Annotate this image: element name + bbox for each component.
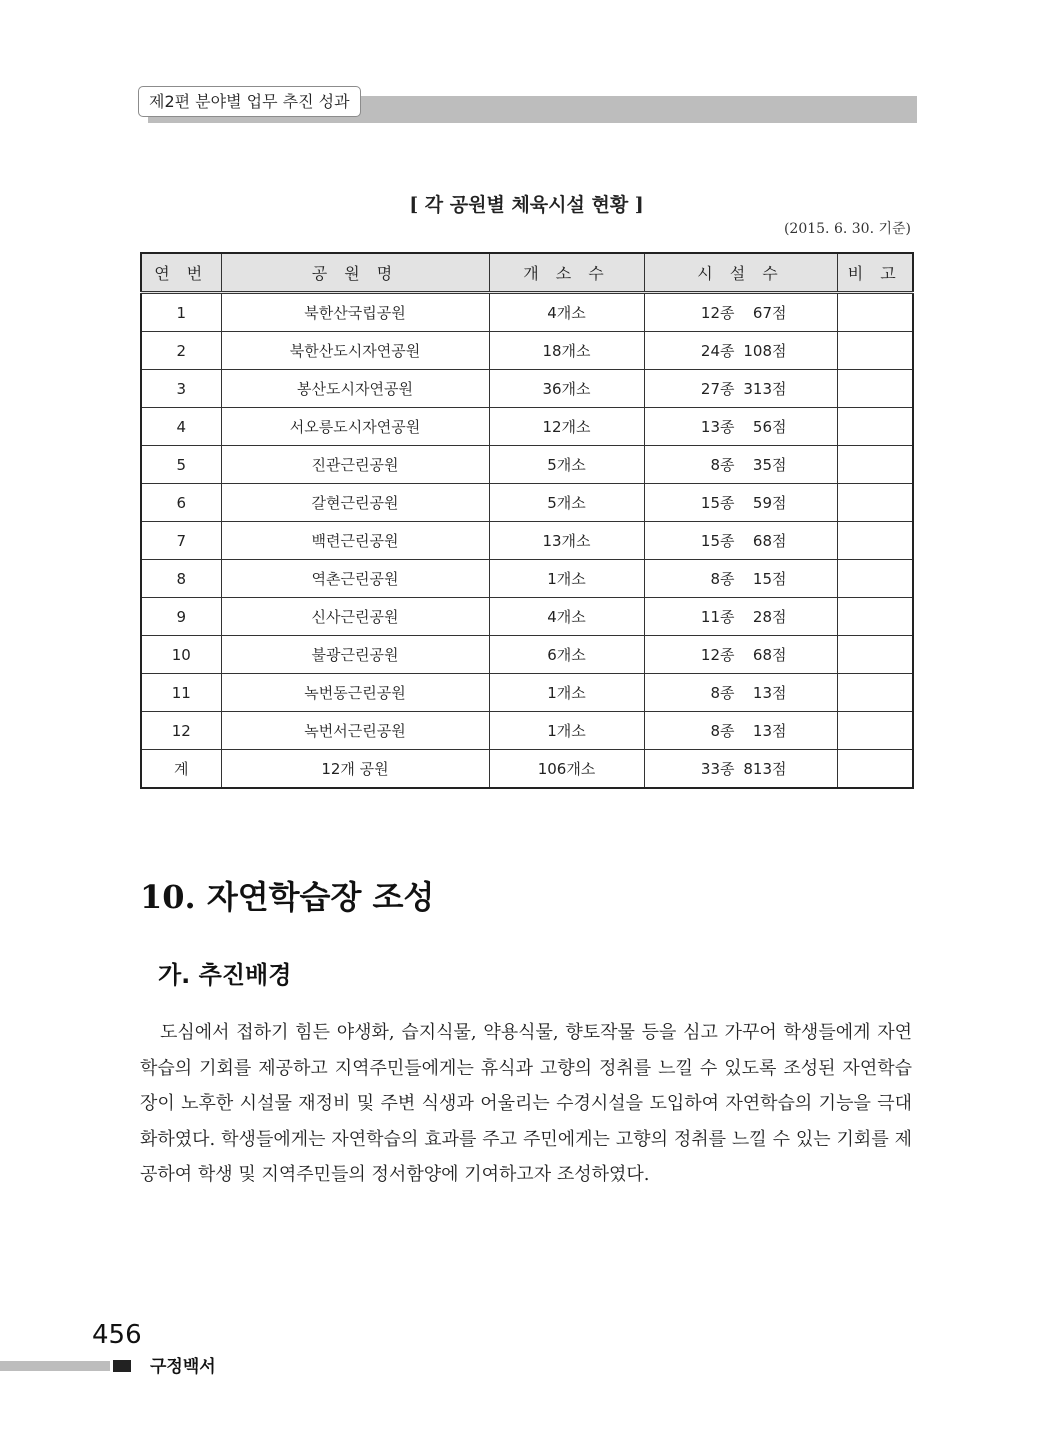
- note-cell: [837, 674, 913, 712]
- table-row: [141, 370, 913, 408]
- column-header: 개 소 수: [489, 253, 644, 293]
- footer-bar: [0, 1361, 110, 1371]
- note-cell: [837, 750, 913, 789]
- row-number-cell: 6: [141, 484, 221, 522]
- row-number-cell: 7: [141, 522, 221, 560]
- table-row: [141, 484, 913, 522]
- facility-kinds: 12종: [700, 646, 735, 664]
- facility-points: 313점: [743, 380, 787, 398]
- facility-kinds: 11종: [700, 608, 735, 626]
- park-name-cell: 역촌근린공원: [221, 560, 489, 598]
- facility-count-cell: [644, 332, 837, 370]
- facility-points: 13점: [752, 722, 787, 740]
- table-row: [141, 332, 913, 370]
- facility-kinds: 12종: [700, 304, 735, 322]
- note-cell: [837, 293, 913, 332]
- site-count-cell: 1개소: [489, 712, 644, 750]
- site-count-cell: 5개소: [489, 446, 644, 484]
- facility-count-cell: [644, 293, 837, 332]
- facility-points: 28점: [752, 608, 787, 626]
- table-row: [141, 446, 913, 484]
- park-name-cell: 서오릉도시자연공원: [221, 408, 489, 446]
- facility-kinds: 33종: [700, 760, 735, 778]
- row-number-cell: 1: [141, 293, 221, 332]
- table-row: [141, 408, 913, 446]
- column-header: 비 고: [837, 253, 913, 293]
- row-number-cell: 3: [141, 370, 221, 408]
- park-facility-table: [140, 252, 914, 789]
- note-cell: [837, 408, 913, 446]
- facility-count-cell: [644, 674, 837, 712]
- row-number-cell: 9: [141, 598, 221, 636]
- table-title: [ 각 공원별 체육시설 현황 ]: [409, 194, 644, 216]
- site-count-cell: 13개소: [489, 522, 644, 560]
- footer-marker: [113, 1360, 131, 1372]
- table-row: [141, 712, 913, 750]
- park-name-cell: 북한산도시자연공원: [221, 332, 489, 370]
- facility-kinds: 15종: [700, 494, 735, 512]
- park-name-cell: 신사근린공원: [221, 598, 489, 636]
- basis-date-note: (2015. 6. 30. 기준): [783, 221, 911, 237]
- facility-count-cell: [644, 598, 837, 636]
- facility-count-cell: [644, 522, 837, 560]
- park-name-cell: 갈현근린공원: [221, 484, 489, 522]
- park-name-cell: 진관근린공원: [221, 446, 489, 484]
- table-row: [141, 636, 913, 674]
- facility-count-cell: [644, 408, 837, 446]
- facility-points: 15점: [752, 570, 787, 588]
- facility-points: 813점: [743, 760, 787, 778]
- page-number: 456: [92, 1320, 142, 1350]
- facility-kinds: 13종: [700, 418, 735, 436]
- note-cell: [837, 446, 913, 484]
- section-label: 제2편 분야별 업무 추진 성과: [138, 86, 361, 117]
- park-name-cell: 불광근린공원: [221, 636, 489, 674]
- table-row: [141, 674, 913, 712]
- table-row: [141, 522, 913, 560]
- facility-points: 56점: [752, 418, 787, 436]
- facility-kinds: 8종: [710, 684, 735, 702]
- facility-points: 13점: [752, 684, 787, 702]
- note-cell: [837, 484, 913, 522]
- row-number-cell: 2: [141, 332, 221, 370]
- facility-kinds: 24종: [700, 342, 735, 360]
- row-number-cell: 8: [141, 560, 221, 598]
- section-title: 10. 자연학습장 조성: [140, 878, 435, 916]
- facility-points: 68점: [752, 532, 787, 550]
- park-name-cell: 녹번서근린공원: [221, 712, 489, 750]
- site-count-cell: 18개소: [489, 332, 644, 370]
- facility-count-cell: [644, 560, 837, 598]
- note-cell: [837, 370, 913, 408]
- facility-points: 67점: [752, 304, 787, 322]
- facility-points: 108점: [743, 342, 787, 360]
- site-count-cell: 1개소: [489, 674, 644, 712]
- site-count-cell: 4개소: [489, 293, 644, 332]
- site-count-cell: 36개소: [489, 370, 644, 408]
- park-name-cell: 백련근린공원: [221, 522, 489, 560]
- row-number-cell: 4: [141, 408, 221, 446]
- site-count-cell: 6개소: [489, 636, 644, 674]
- site-count-cell: 1개소: [489, 560, 644, 598]
- note-cell: [837, 636, 913, 674]
- facility-points: 68점: [752, 646, 787, 664]
- facility-count-cell: [644, 484, 837, 522]
- park-name-cell: 봉산도시자연공원: [221, 370, 489, 408]
- facility-count-cell: [644, 712, 837, 750]
- facility-count-cell: [644, 446, 837, 484]
- site-count-cell: 106개소: [489, 750, 644, 789]
- row-number-cell: 10: [141, 636, 221, 674]
- facility-kinds: 15종: [700, 532, 735, 550]
- facility-points: 59점: [752, 494, 787, 512]
- facility-kinds: 8종: [710, 722, 735, 740]
- row-number-cell: 계: [141, 750, 221, 789]
- note-cell: [837, 332, 913, 370]
- row-number-cell: 12: [141, 712, 221, 750]
- row-number-cell: 11: [141, 674, 221, 712]
- facility-kinds: 8종: [710, 570, 735, 588]
- park-name-cell: 12개 공원: [221, 750, 489, 789]
- table-row: [141, 560, 913, 598]
- facility-count-cell: [644, 636, 837, 674]
- facility-count-cell: [644, 750, 837, 789]
- table-header-row: [141, 253, 913, 293]
- table-row: [141, 598, 913, 636]
- column-header: 시 설 수: [644, 253, 837, 293]
- facility-kinds: 27종: [700, 380, 735, 398]
- site-count-cell: 12개소: [489, 408, 644, 446]
- facility-kinds: 8종: [710, 456, 735, 474]
- note-cell: [837, 560, 913, 598]
- body-paragraph: 도심에서 접하기 힘든 야생화, 습지식물, 약용식물, 향토작물 등을 심고 가꾸어 학생들에게 자연학습의 기회를 제공하고 지역주민들에게는 휴식과 고향의 정취를 느낄 수 있도록 조성된 자연학습장이 노후한 시설물 재정비 및 주변 식생과 어울리는 수경시설을 도입하여 자연학습의 기능을 극대화하였다. 학생들에게는 자연학습의 효과를 주고 주민에게는 고향의 정취를 느낄 수 있는 기회를 제공하여 학생 및 지역주민들의 정서함양에 기여하고자 조성하였다.: [140, 1022, 912, 1185]
- book-title: 구정백서: [150, 1357, 216, 1377]
- facility-points: 35점: [752, 456, 787, 474]
- note-cell: [837, 712, 913, 750]
- note-cell: [837, 522, 913, 560]
- column-header: 연 번: [141, 253, 221, 293]
- subsection-title: 가. 추진배경: [158, 961, 292, 989]
- site-count-cell: 5개소: [489, 484, 644, 522]
- row-number-cell: 5: [141, 446, 221, 484]
- facility-count-cell: [644, 370, 837, 408]
- site-count-cell: 4개소: [489, 598, 644, 636]
- table-row: [141, 750, 913, 789]
- table-row: [141, 293, 913, 332]
- park-name-cell: 북한산국립공원: [221, 293, 489, 332]
- column-header: 공 원 명: [221, 253, 489, 293]
- note-cell: [837, 598, 913, 636]
- table-body: [141, 293, 913, 789]
- park-name-cell: 녹번동근린공원: [221, 674, 489, 712]
